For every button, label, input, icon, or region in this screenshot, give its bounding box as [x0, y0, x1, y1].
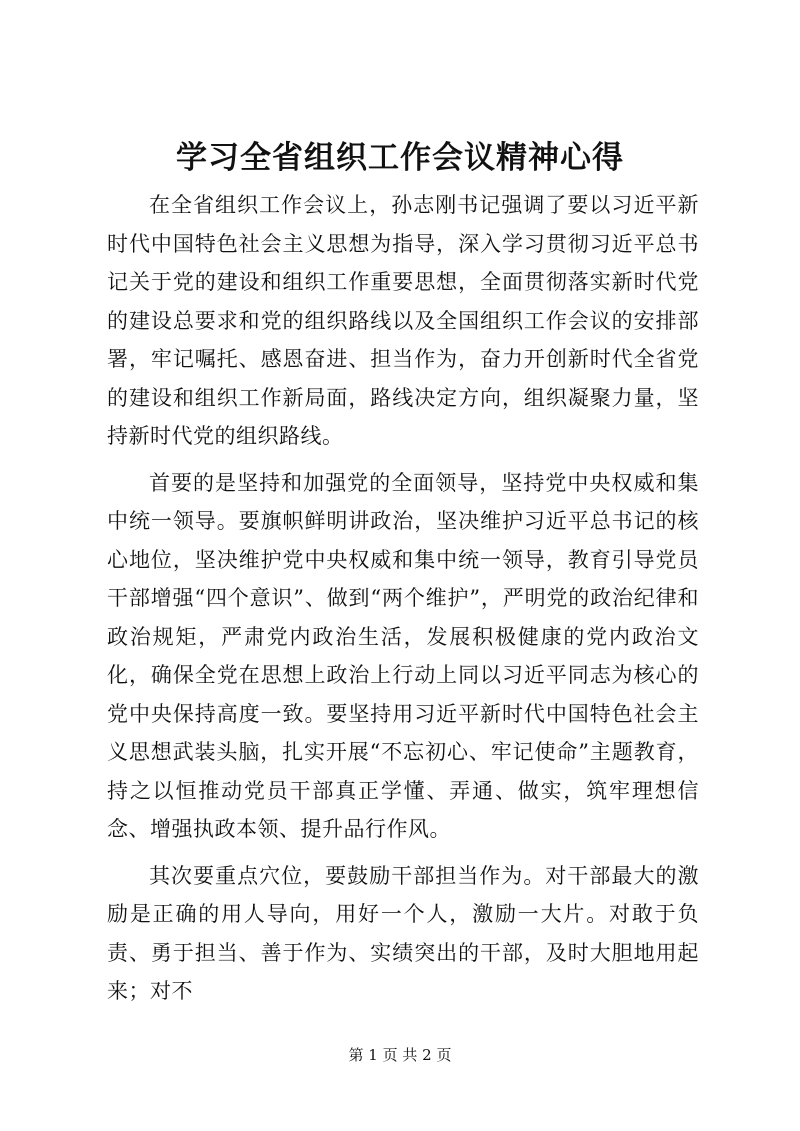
document-title: 学习全省组织工作会议精神心得 — [176, 140, 624, 176]
document-body — [107, 186, 699, 1019]
body-paragraph-2: 首要的是坚持和加强党的全面领导，坚持党中央权威和集中统一领导。要旗帜鲜明讲政治，坚决维护习近平总书记的核心地位，坚决维护党中央权威和集中统一领导，教育引导党员干部增强“四个意识”、做到“两个维护”，严明党的政治纪律和政治规矩，严肃党内政治生活，发展积极健康的党内政治文化，确保全党在思想上政治上行动上同以习近平同志为核心的党中央保持高度一致。要坚持用习近平新时代中国特色社会主义思想武装头脑，扎实开展“不忘初心、牢记使命”主题教育，持之以恒推动党员干部真正学懂、弄通、做实，筑牢理想信念、增强执政本领、提升品行作风。 — [107, 470, 699, 841]
page-footer: 第 1 页 共 2 页 — [348, 1046, 452, 1064]
body-paragraph-1: 在全省组织工作会议上，孙志刚书记强调了要以习近平新时代中国特色社会主义思想为指导，深入学习贯彻习近平总书记关于党的建设和组织工作重要思想，全面贯彻落实新时代党的建设总要求和党的组织路线以及全国组织工作会议的安排部署，牢记嘱托、感恩奋进、担当作为，奋力开创新时代全省党的建设和组织工作新局面，路线决定方向，组织凝聚力量，坚持新时代党的组织路线。 — [107, 193, 699, 448]
body-paragraph-3: 其次要重点穴位，要鼓励干部担当作为。对干部最大的激励是正确的用人导向，用好一个人，激励一大片。对敢于负责、勇于担当、善于作为、实绩突出的干部，及时大胆地用起来；对不 — [107, 863, 699, 1003]
